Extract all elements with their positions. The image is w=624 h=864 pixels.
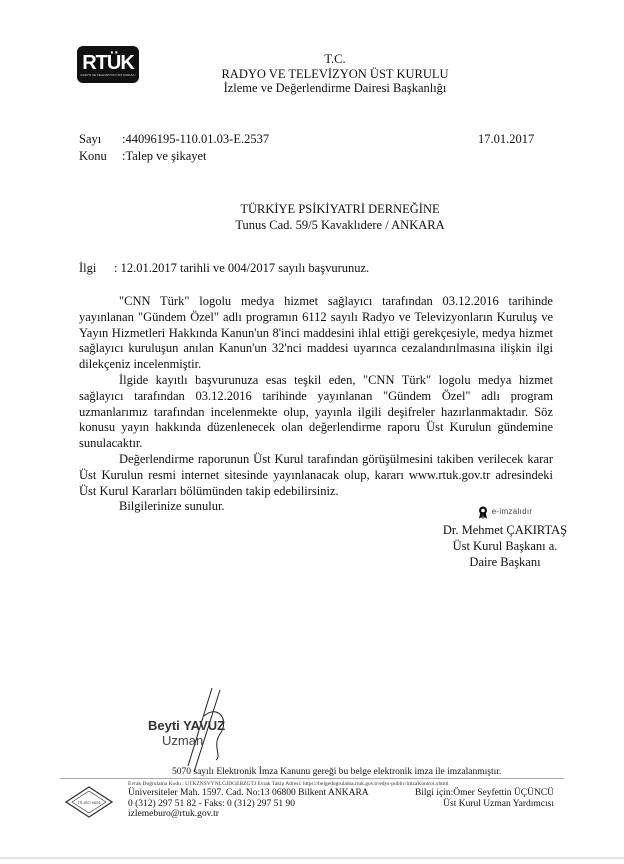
recipient-name: TÜRKİYE PSİKİYATRİ DERNEĞİNE [240, 202, 440, 216]
sayi-label: Sayı [79, 132, 102, 146]
info-contact-title: Üst Kurul Uzman Yardımcısı [443, 798, 554, 809]
body-paragraph: "CNN Türk" logolu medya hizmet sağlayıcı tarafından 03.12.2016 tarihinde yayınlanan "Gündem Özel" adlı programın 6112 sayılı Radyo ve Televizyonların Kuruluş ve Yayın Hizmetleri Hakkında Kanun'un 8'inci maddesini ihlal ettiği gerekçesiyle, medya hizmet sağlayıcı kuruluşun anılan Kanun'un 32'nci maddesi uyarınca cezalandırılmasına ilişkin ilgi dilekçeniz incelenmiştir. [79, 294, 553, 372]
body-paragraph: İlgide kayıtlı başvurunuza esas teşkil eden, "CNN Türk" logolu medya hizmet sağlayıcı tarafından 03.12.2016 tarihinde yayınlanan "Gündem Özel" adlı program uzmanlarımız tarafından incelenmekte olup, yayınla ilgili deşifreler hazırlanmaktadır. Söz konusu yayın hakkında düzenlenecek olan değerlendirme raporu Üst Kurulun gündemine sunulacaktır. [79, 372, 553, 451]
letter-body [79, 294, 553, 515]
signer-title-2: Daire Başkanı [469, 555, 541, 569]
body-paragraph: Bilgilerinize sunulur. [119, 499, 225, 514]
ilgi-value: : 12.01.2017 tarihli ve 004/2017 sayılı başvurunuz. [114, 261, 370, 275]
scan-edge [0, 857, 624, 859]
recipient-block [150, 201, 530, 233]
preparer-block [148, 718, 225, 748]
konu-value: :Talep ve şikayet [122, 149, 207, 163]
verification-code: Evrak Doğrulama Kodu : UTKZNSVYNLGJDGEBZGTJ Evrak Takip Adresi: https://belgedogrulama.rtuk.gov.tr/edys-public/imzaKontrol.xhtml [128, 781, 449, 787]
rtuk-logo [77, 46, 139, 83]
body-paragraph: Değerlendirme raporunun Üst Kurul tarafından görüşülmesini takiben verilecek karar Üst Kurulun resmi internet sitesinde yayınlanacak olup, kararı www.rtuk.gov.tr adresindeki Üst Kurul Kararları bölümünden takip edebilirsiniz. [79, 451, 553, 498]
signer-title-1: Üst Kurul Başkanı a. [452, 539, 558, 553]
preparer-name: Beyti YAVUZ [148, 718, 226, 733]
konu-label: Konu [79, 149, 107, 163]
preparer-title: Uzman [162, 733, 204, 748]
header-department: İzleme ve Değerlendirme Dairesi Başkanlığı [223, 81, 447, 95]
logo-subtext: RADYO VE TELEVİZYON ÜST KURULU [80, 72, 136, 77]
ilgi-label: İlgi [79, 261, 97, 275]
iso-badge-text: TS-ISO 9001 [77, 800, 101, 805]
recipient-address: Tunus Cad. 59/5 Kavaklıdere / ANKARA [235, 218, 445, 232]
footer-divider [60, 778, 564, 779]
award-ribbon-icon [478, 506, 488, 519]
esignature-law-note: 5070 sayılı Elektronik İmza Kanunu gereği bu belge elektronik imza ile imzalanmıştır. [172, 767, 502, 777]
signer-block [440, 504, 570, 570]
footer-info-contact [380, 788, 554, 809]
footer-email: izlemeburo@rtuk.gov.tr [128, 809, 219, 819]
footer-phone: 0 (312) 297 51 82 - Faks: 0 (312) 297 51 90 [128, 798, 296, 809]
letterhead [150, 52, 520, 96]
sayi-value: :44096195-110.01.03-E.2537 [122, 132, 270, 146]
iso-certification-badge [64, 785, 114, 819]
header-country: T.C. [324, 52, 346, 66]
footer-address: Üniversiteler Mah. 1597. Cad. No:13 06800 Bilkent ANKARA [128, 788, 369, 798]
esign-label: e-imzalıdır [491, 507, 533, 516]
logo-text: RTÜK [82, 51, 134, 74]
signer-name: Dr. Mehmet ÇAKIRTAŞ [442, 523, 568, 537]
header-institution: RADYO VE TELEVİZYON ÜST KURULU [221, 66, 449, 81]
footer-contact [128, 788, 369, 820]
info-contact-name: Bilgi için:Ömer Seyfettin ÜÇÜNCÜ [414, 788, 554, 798]
esign-indicator [440, 504, 570, 520]
document-date: 17.01.2017 [478, 132, 535, 146]
